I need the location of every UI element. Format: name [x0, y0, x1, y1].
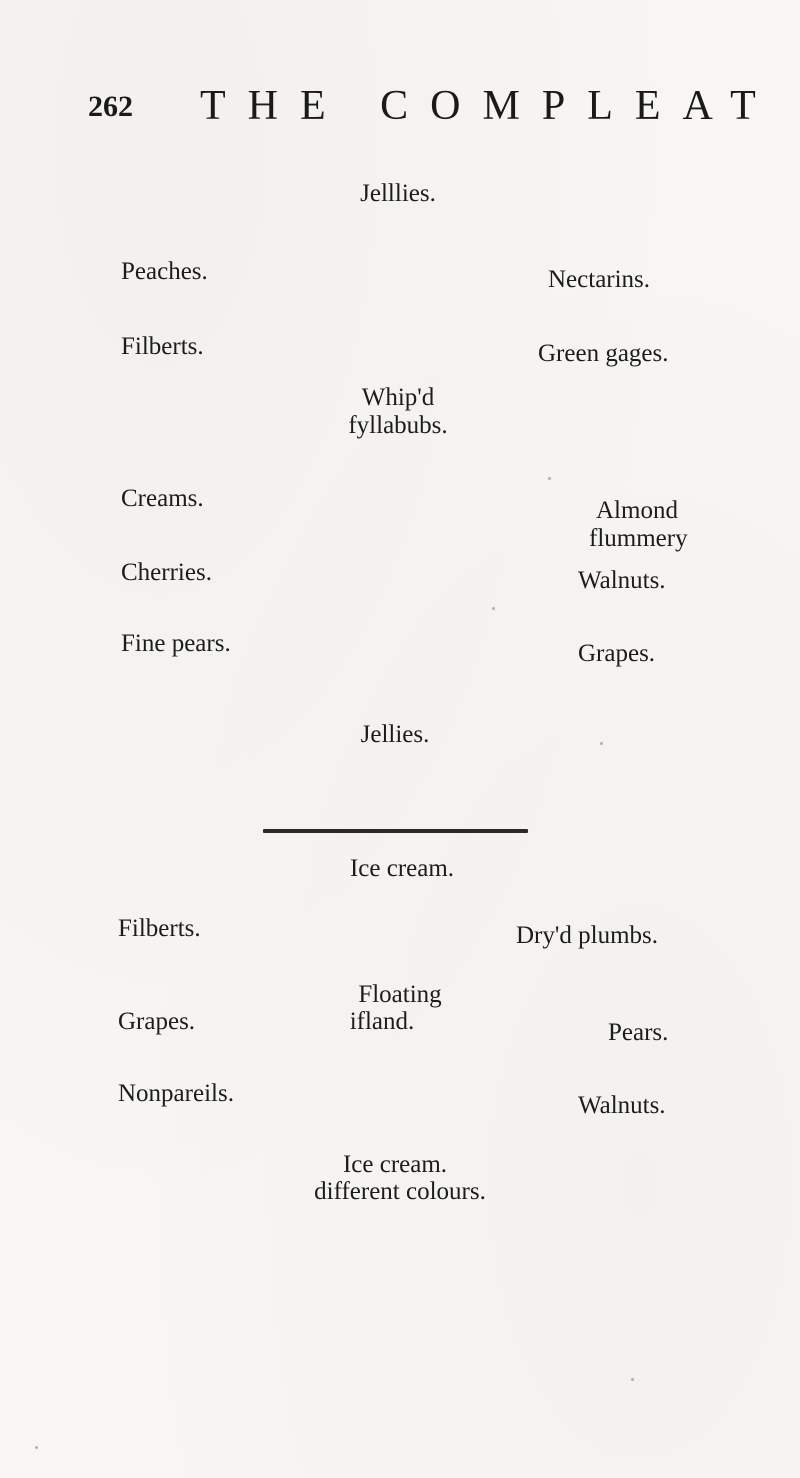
second-right-dish-2: Pears. — [608, 1019, 669, 1046]
paper-speck — [600, 742, 603, 745]
second-right-dish-3: Walnuts. — [578, 1092, 666, 1119]
section-divider — [263, 829, 528, 833]
second-course-top-dish: Ice cream. — [349, 855, 455, 882]
right-dish-4: Walnuts. — [578, 567, 666, 594]
page-number: 262 — [88, 90, 133, 123]
right-dish-3-line-1: Almond — [596, 497, 678, 524]
right-dish-5: Grapes. — [578, 640, 656, 667]
paper-speck — [35, 1446, 38, 1449]
left-dish-2: Filberts. — [121, 333, 204, 360]
left-dish-4: Cherries. — [121, 559, 212, 586]
second-center-dish-line-2: ifland. — [349, 1008, 415, 1035]
second-left-dish-1: Filberts. — [118, 915, 201, 942]
second-left-dish-3: Nonpareils. — [118, 1080, 234, 1107]
left-dish-3: Creams. — [121, 485, 204, 512]
paper-speck — [492, 607, 495, 610]
center-dish-line-1: Whip'd — [361, 384, 435, 411]
second-center-dish-line-1: Floating — [358, 981, 442, 1008]
bill-of-fare-bottom-dish: Jellies. — [360, 721, 430, 748]
right-dish-3-line-2: flummery — [589, 525, 688, 552]
right-dish-2: Green gages. — [538, 340, 669, 367]
left-dish-5: Fine pears. — [121, 630, 231, 657]
second-right-dish-1: Dry'd plumbs. — [516, 922, 659, 949]
paper-speck — [631, 1378, 634, 1381]
bill-of-fare-top-dish: Jelllies. — [360, 180, 436, 207]
center-dish-line-2: fyllabubs. — [348, 412, 448, 439]
second-bottom-dish-line-2: different colours. — [314, 1178, 486, 1205]
right-dish-1: Nectarins. — [548, 266, 651, 293]
second-left-dish-2: Grapes. — [118, 1008, 196, 1035]
second-bottom-dish-line-1: Ice cream. — [342, 1151, 448, 1178]
left-dish-1: Peaches. — [121, 258, 208, 285]
running-head: THE COMPLEAT — [200, 83, 778, 129]
paper-speck — [548, 477, 551, 480]
